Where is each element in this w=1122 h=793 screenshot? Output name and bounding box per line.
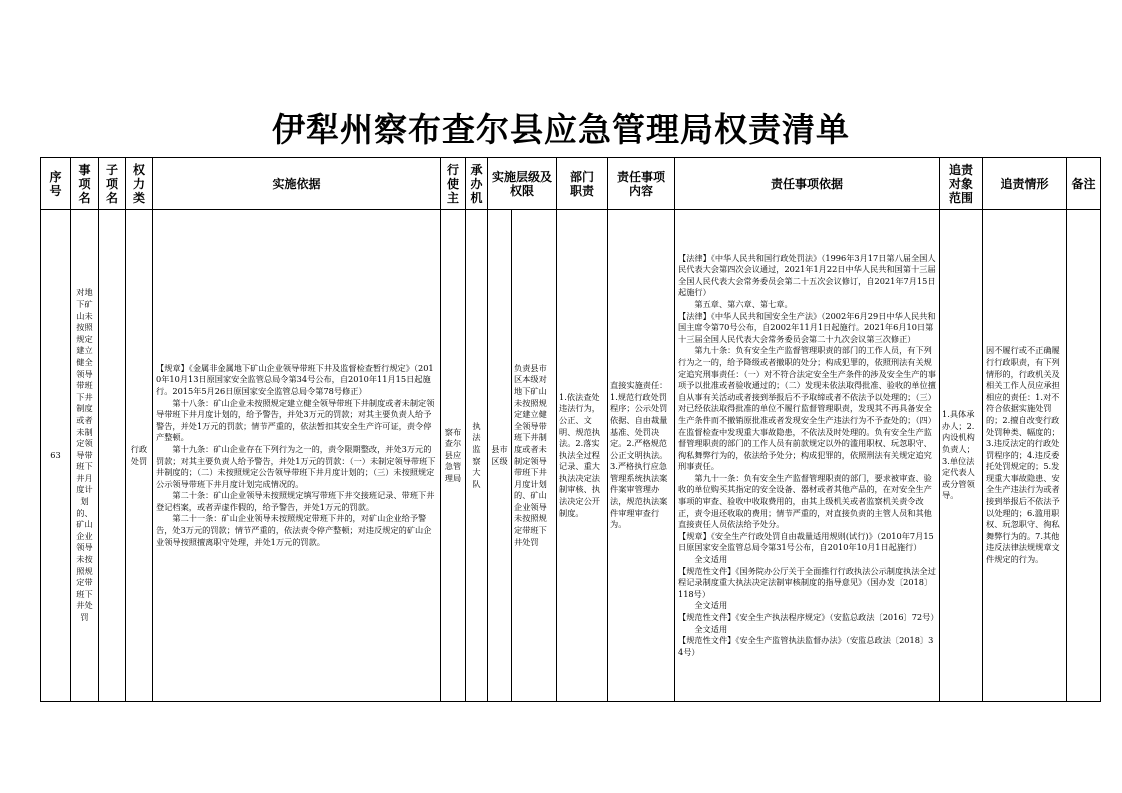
resp-basis-para: 第九十一条：负有安全生产监督管理职责的部门，要求被审查、验收的单位购买其指定的安全设备、器材或者其他产品的，在对安全生产事项的审查、验收中收取费用的，由其上级机关或者监察机关责令改正，责令退还收取的费用；情节严重的，对直接负责的主管人员和其他直接责任人员依法给予处分。 <box>678 472 932 530</box>
cell-basis <box>153 210 441 702</box>
resp-basis-para: 第九十条：负有安全生产监督管理职责的部门的工作人员，有下列行为之一的，给予降级或者撤职的处分；构成犯罪的，依照刑法有关规定追究刑事责任：（一）对不符合法定安全生产条件的涉及安全生产的事项予以批准或者验收通过的；（二）发现未依法取得批准、验收的单位擅自从事有关活动或者接到举报后不予取缔或者不依法予以处理的；（三）对已经依法取得批准的单位不履行监督管理职责，发现其不再具备安全生产条件而不撤销原批准或者发现安全生产违法行为不予查处的；（四）在监督检查中发现重大事故隐患，不依法及时处理的。负有安全生产监督管理职责的部门的工作人员有前款规定以外的滥用职权、玩忽职守、徇私舞弊行为的，依法给予处分；构成犯罪的，依照刑法有关规定追究刑事责任。 <box>678 345 936 472</box>
cell-duty: 1.依法查处违法行为，公正、文明、规范执法。2.落实执法全过程记录、重大执法决定法制审核、执法决定公开制度。 <box>557 210 608 702</box>
resp-basis-para: 【规范性文件】《安全生产监管执法监督办法》（安监总政法〔2018〕34号） <box>678 635 934 657</box>
header-row <box>41 158 1101 210</box>
resp-basis-para: 【规范性文件】《国务院办公厅关于全面推行行政执法公示制度执法全过程记录制度重大执法决定法制审核制度的指导意见》（国办发〔2018〕118号） <box>678 565 936 599</box>
resp-basis-para: 第五章、第六章、第七章。 <box>694 298 793 309</box>
header-resp-content: 责任事项内容 <box>608 158 675 210</box>
cell-level-detail: 负责县市区本级对地下矿山未按照规定建立健全领导带班下井制度或者未制定领导带班下井月度计划的、矿山企业领导未按照规定带班下井处罚 <box>512 210 557 702</box>
resp-basis-para: 【法律】《中华人民共和国安全生产法》（2002年6月29日中华人民共和国主席令第70号公布，自2002年11月1日起施行。2021年6月10日第十三届全国人民代表大会常务委员会第二十九次会议第三次修正） <box>678 310 936 344</box>
cell-level-area: 县市区级 <box>488 210 512 702</box>
resp-basis-para: 【规范性文件】《安全生产执法程序规定》（安监总政法〔2016〕72号） <box>678 612 939 623</box>
header-sub-item: 子项名 <box>99 158 126 210</box>
header-level: 实施层级及权限 <box>488 158 557 210</box>
basis-para: 第二十条：矿山企业领导未按照规定填写带班下井交接班记录、带班下井登记档案，或者弄虚作假的，给予警告，并处1万元的罚款。 <box>156 490 435 512</box>
resp-basis-para: 【法律】《中华人民共和国行政处罚法》（1996年3月17日第八届全国人民代表大会第四次会议通过，2021年1月22日中华人民共和国第十三届全国人民代表大会常务委员会第二十五次会议修订，自2021年7月15日起施行） <box>678 252 936 298</box>
cell-handler: 执法监察大队 <box>466 210 488 702</box>
resp-basis-para: 【规章】《安全生产行政处罚自由裁量适用规则(试行)》（2010年7月15日原国家安全监管总局令第31号公布，自2010年10月1日起施行） <box>678 530 934 553</box>
header-seq: 序号 <box>41 158 71 210</box>
cell-resp-basis <box>675 210 940 702</box>
authority-table <box>40 157 1101 702</box>
cell-power-type: 行政处罚 <box>126 210 153 702</box>
table-row <box>41 210 1101 702</box>
header-duty: 部门职责 <box>557 158 608 210</box>
resp-basis-para: 全文适用 <box>694 554 728 565</box>
header-remark: 备注 <box>1067 158 1101 210</box>
header-resp-basis: 责任事项依据 <box>675 158 940 210</box>
cell-item-name: 对地下矿山未按照规定建立健全领导带班下井制度或者未制定领导带班下井月度计划的、矿山企业领导未按照规定带班下井处罚 <box>71 210 99 702</box>
cell-subject: 察布查尔县应急管理局 <box>441 210 466 702</box>
header-handler: 承办机 <box>466 158 488 210</box>
page-title: 伊犁州察布查尔县应急管理局权责清单 <box>272 110 850 149</box>
resp-basis-para: 全文适用 <box>694 623 728 634</box>
cell-sub-item <box>99 210 126 702</box>
cell-seq: 63 <box>41 210 71 702</box>
header-account-scope: 追责对象范围 <box>940 158 983 210</box>
cell-remark <box>1067 210 1101 702</box>
header-account-cases: 追责情形 <box>983 158 1067 210</box>
resp-basis-para: 全文适用 <box>694 600 728 611</box>
cell-account-scope: 1.具体承办人；2.内设机构负责人；3.单位法定代表人或分管领导。 <box>940 210 983 702</box>
header-basis: 实施依据 <box>153 158 441 210</box>
header-item-name: 事项名 <box>71 158 99 210</box>
basis-para: 第十九条：矿山企业存在下列行为之一的，责令限期整改，并处3万元的罚款；对其主要负责人给予警告，并处1万元的罚款：（一）未制定领导带班下井制度的；（二）未按照规定公告领导带班下井月度计划的；（三）未按照规定公示领导带班下井月度计划完成情况的。 <box>156 443 436 489</box>
cell-account-cases: 因不履行或不正确履行行政职责，有下列情形的，行政机关及相关工作人员应承担相应的责任：1.对不符合依据实施处罚的；2.擅自改变行政处罚种类、幅度的；3.违反法定的行政处罚程序的；4.违反委托处罚规定的；5.发现重大事故隐患、安全生产违法行为或者接到举报后不依法予以处理的；6.滥用职权、玩忽职守、徇私舞弊行为的。7.其他违反法律法规规章文件规定的行为。 <box>983 210 1067 702</box>
cell-resp-content: 直接实施责任：1.规范行政处罚程序；公示处罚依据、自由裁量基准、处罚决定。2.严格规范公正文明执法。3.严格执行应急管理系统执法案件案审管理办法，规范执法案件审理审查行为。 <box>608 210 675 702</box>
header-subject: 行使主 <box>441 158 466 210</box>
header-power-type: 权力类 <box>126 158 153 210</box>
basis-para: 【规章】《金属非金属地下矿山企业领导带班下井及监督检查暂行规定》（2010年10月13日原国家安全监管总局令第34号公布，自2010年11月15日起施行。2015年5月26日原国家安全监管总局令第78号修正） <box>156 362 434 396</box>
basis-para: 第二十一条：矿山企业领导未按照规定带班下井的，对矿山企业给予警告，处3万元的罚款；情节严重的，依法责令停产整顿；对违反规定的矿山企业领导按照擅离职守处理，并处1万元的罚款。 <box>156 513 432 547</box>
basis-para: 第十八条：矿山企业未按照规定建立健全领导带班下井制度或者未制定领导带班下井月度计划的，给予警告，并处3万元的罚款；对其主要负责人给予警告，并处1万元的罚款；情节严重的，依法暂扣其安全生产许可证，责令停产整顿。 <box>156 397 435 443</box>
